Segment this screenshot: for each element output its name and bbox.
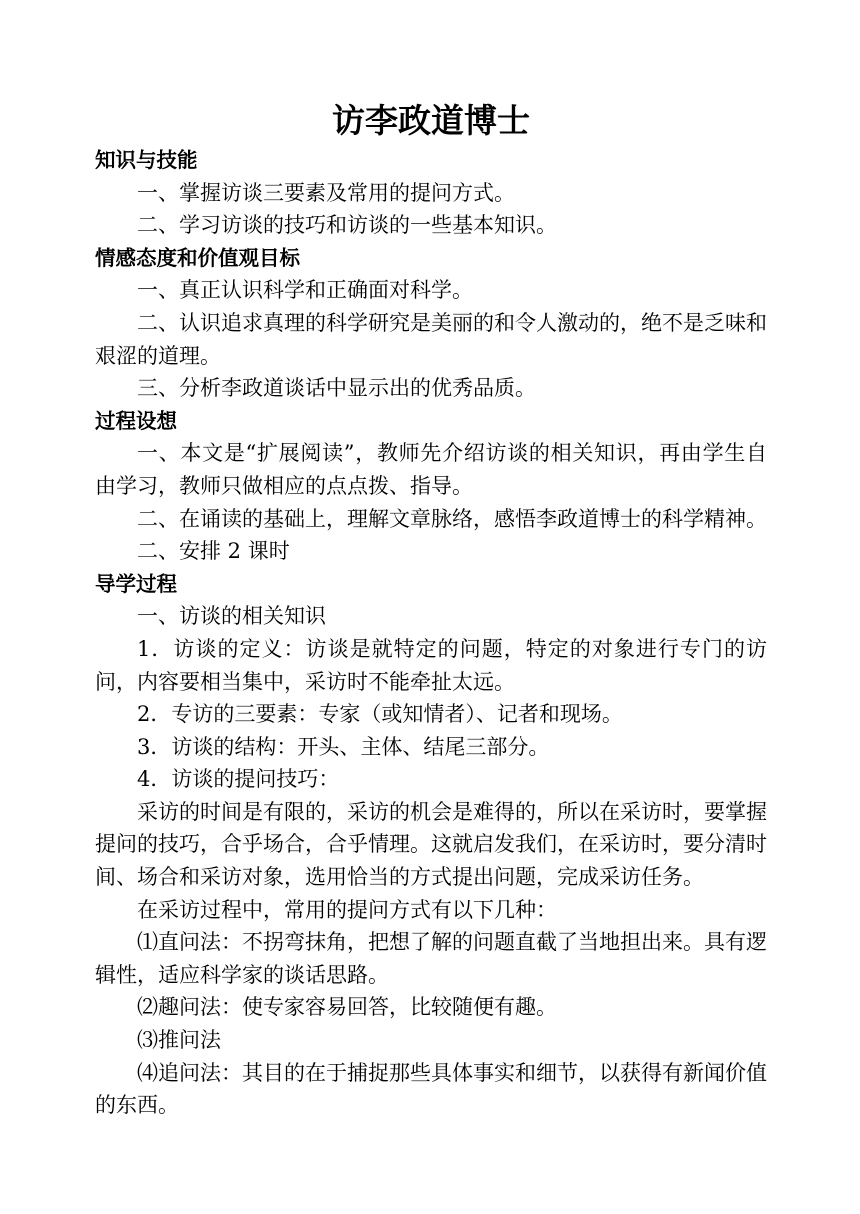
document-title: 访李政道博士 [332,101,530,140]
paragraph: 二、认识追求真理的科学研究是美丽的和令人激动的，绝不是乏味和艰涩的道理。 [95,310,767,368]
section-knowledge-skills [95,144,767,242]
paragraph: 二、学习访谈的技巧和访谈的一些基本知识。 [137,213,557,238]
paragraph: 4．访谈的提问技巧： [137,767,340,792]
subsection-heading: 一、访谈的相关知识 [137,604,326,629]
paragraph: 一、掌握访谈三要素及常用的提问方式。 [137,180,515,205]
section-guided-learning [95,568,767,1122]
paragraph: ⑵趣问法：使专家容易回答，比较随便有趣。 [137,995,557,1020]
paragraph: 一、本文是“扩展阅读”，教师先介绍访谈的相关知识，再由学生自由学习，教师只做相应的点点拨、指导。 [95,441,767,498]
paragraph: 二、安排 2 课时 [137,539,290,564]
paragraph: ⑷追问法：其目的在于捕捉那些具体事实和细节，以获得有新闻价值的东西。 [95,1060,767,1118]
paragraph: ⑶推问法 [137,1028,221,1053]
section-emotion-values [95,242,767,405]
paragraph: 2．专访的三要素：专家（或知情者）、记者和现场。 [137,702,623,727]
paragraph: 三、分析李政道谈话中显示出的优秀品质。 [137,376,536,401]
paragraph: 3．访谈的结构：开头、主体、结尾三部分。 [137,734,550,759]
document-page [95,98,767,1122]
paragraph: ⑴直问法：不拐弯抹角，把想了解的问题直截了当地担出来。具有逻辑性，适应科学家的谈话思路。 [95,930,767,987]
paragraph: 一、真正认识科学和正确面对科学。 [137,278,473,303]
section-heading: 情感态度和价值观目标 [95,245,300,270]
section-heading: 过程设想 [95,408,177,433]
section-heading: 导学过程 [95,571,177,596]
paragraph: 采访的时间是有限的，采访的机会是难得的，所以在采访时，要掌握提问的技巧，合乎场合，合乎情理。这就启发我们，在采访时，要分清时间、场合和采访对象，选用恰当的方式提出问题，完成采访任务。 [95,799,767,890]
paragraph: 在采访过程中，常用的提问方式有以下几种： [137,897,557,922]
section-heading: 知识与技能 [95,148,198,172]
paragraph: 二、在诵读的基础上，理解文章脉络，感悟李政道博士的科学精神。 [137,506,767,531]
paragraph: 1．访谈的定义：访谈是就特定的问题，特定的对象进行专门的访问，内容要相当集中，采访时不能牵扯太远。 [95,636,767,694]
section-process-plan [95,405,767,568]
